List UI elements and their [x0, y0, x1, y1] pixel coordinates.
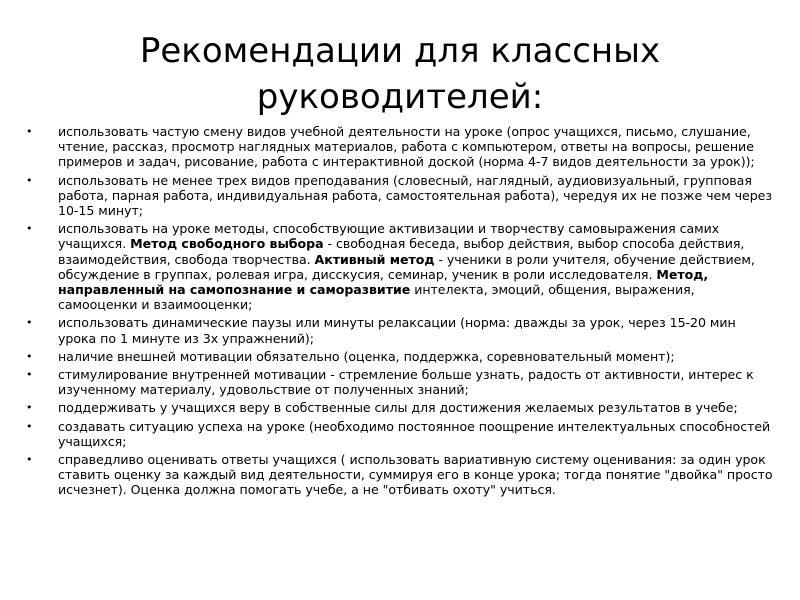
slide-title-line-2: руководителей: — [256, 77, 544, 117]
list-item-text: создавать ситуацию успеха на уроке (необходимо постоянное поощрение интелектуальных способностей учащихся; — [58, 418, 771, 449]
bullet-icon: • — [26, 125, 33, 138]
list-item-text: использовать на уроке методы, способствующие активизации и творчеству самовыражения самих учащихся. — [58, 221, 720, 252]
bullet-icon: • — [26, 349, 33, 363]
list-item-text: интелекта, эмоций, общения, выражения, самооценки и взаимооценки; — [58, 282, 695, 313]
method-name-self-development: Метод, направленный на самопознание и саморазвитие — [58, 266, 709, 298]
list-item-text: наличие внешней мотивации обязательно (оценка, поддержка, соревновательный момент); — [58, 348, 675, 364]
recommendations-list — [26, 124, 774, 501]
list-item — [26, 124, 774, 170]
method-name-free-choice: Метод свободного выбора — [130, 236, 324, 252]
list-item-text: стимулирование внутренней мотивации - стремление больше узнать, радость от активности, интерес к изученному материалу, удовольствие от полученных знаний; — [58, 367, 754, 398]
list-item — [26, 419, 774, 449]
slide-title-line-1: Рекомендации для классных — [139, 31, 661, 71]
list-item-text: - ученики в роли учителя, обучение действием, обсуждение в группах, ролевая игра, дисскусия, семинар, ученик в роли исследователя. — [58, 251, 755, 282]
bullet-icon: • — [26, 173, 33, 187]
list-item — [26, 221, 774, 312]
list-item — [26, 400, 774, 415]
bullet-icon: • — [26, 419, 33, 433]
slide-title — [60, 28, 740, 120]
list-item — [26, 315, 774, 345]
method-name-active: Активный метод — [314, 251, 435, 267]
list-item — [26, 367, 774, 397]
list-item — [26, 173, 774, 219]
bullet-icon: • — [26, 222, 33, 236]
list-item-text: справедливо оценивать ответы учащихся ( использовать вариативную систему оценивания: за один урок ставить оценку за каждый вид деятельности, суммируя его в конце урока; тогда понятие "двойка" просто исчезнет). Оценка должна помогать учебе, а не "отбивать охоту" учиться. — [58, 452, 773, 498]
list-item-text: - свободная беседа, выбор действия, выбор способа действия, взаимодействия, свобода творчества. — [58, 236, 745, 267]
bullet-icon: • — [26, 401, 33, 415]
list-item — [26, 349, 774, 364]
bullet-icon: • — [26, 453, 33, 467]
list-item — [26, 452, 774, 498]
bullet-icon: • — [26, 368, 33, 382]
list-item-text: поддерживать у учащихся веру в собственные силы для достижения желаемых результатов в учебе; — [58, 400, 738, 416]
list-item-text: использовать не менее трех видов преподавания (словесный, наглядный, аудиовизуальный, групповая работа, парная работа, индивидуальная работа, самостоятельная работа), чередуя их не позже чем через 10-15 минут; — [58, 172, 772, 219]
bullet-icon: • — [26, 316, 33, 330]
list-item-text: использовать динамические паузы или минуты релаксации (норма: дважды за урок, через 15-20 мин урока по 1 минуте из 3х упражнений); — [58, 315, 736, 346]
list-item-text: использовать частую смену видов учебной деятельности на уроке (опрос учащихся, письмо, слушание, чтение, рассказ, просмотр наглядных материалов, работа с компьютером, ответы на вопросы, решение примеров и задач, рисование, работа с интерактивной доской (норма 4-7 видов деятельности за урок)); — [58, 124, 755, 170]
